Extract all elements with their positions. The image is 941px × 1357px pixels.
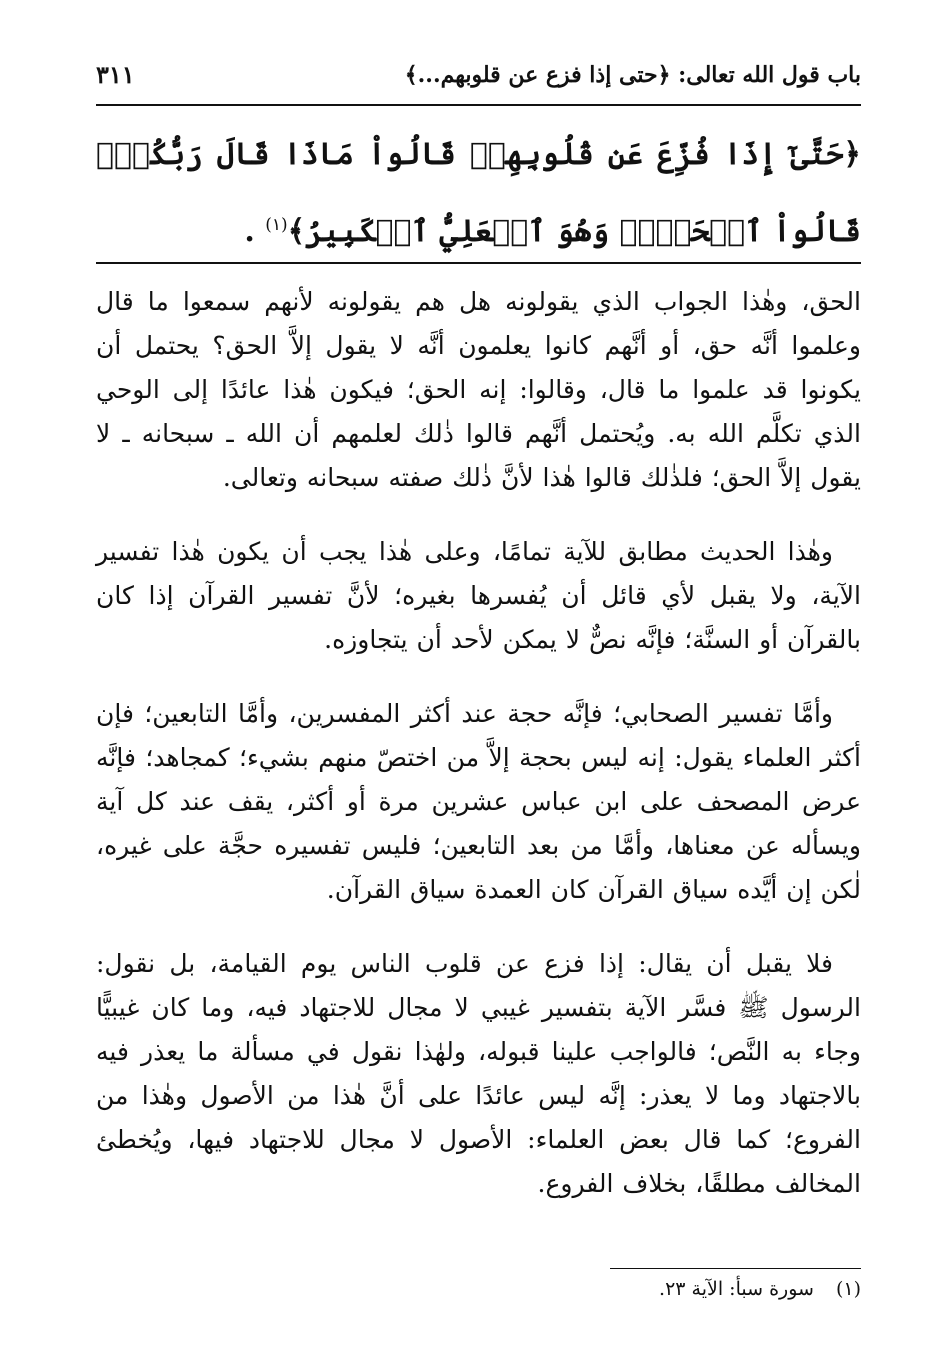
paragraph-2: وهٰذا الحديث مطابق للآية تمامًا، وعلى هٰذا يجب أن يكون هٰذا تفسير الآية، ولا يقبل لأي قائل أن يُفسرها بغيره؛ لأنَّ تفسير القرآن إذا كان بالقرآن أو السنَّة؛ فإنَّه نصٌّ لا يمكن لأحد أن يتجاوزه. xyxy=(96,537,861,654)
footnote-divider xyxy=(610,1268,861,1269)
header-divider xyxy=(96,104,861,106)
footnote xyxy=(96,1278,861,1300)
footnote-number: (١) xyxy=(835,1278,861,1300)
paragraph-3: وأمَّا تفسير الصحابي؛ فإنَّه حجة عند أكثر المفسرين، وأمَّا التابعين؛ فإن أكثر العلماء يقول: إنه ليس بحجة إلاَّ من اختصّ منهم بشيء؛ كمجاهد؛ فإنَّه عرض المصحف على ابن عباس عشرين مرة أو أكثر، يقف عند كل آية ويسأله عن معناها، وأمَّا من بعد التابعين؛ فليس تفسيره حجَّة على غيره، لٰكن إن أيَّده سياق القرآن كان العمدة سياق القرآن. xyxy=(96,699,861,904)
footnote-text: سورة سبأ: الآية ٢٣. xyxy=(659,1278,814,1300)
verse-trailing-mark: . xyxy=(244,214,266,249)
verse-text: ﴿حَتَّىٰٓ إِذَا فُزِّعَ عَن قُلُوبِهِمۡ قَالُواْ مَاذَا قَالَ رَبُّكُمۡۖ قَالُواْ ٱلۡحَقَّۖ وَهُوَ ٱلۡعَلِيُّ ٱلۡكَبِيرُ﴾ xyxy=(96,137,861,249)
paragraph-1: الحق، وهٰذا الجواب الذي يقولونه هل هم يقولونه لأنهم سمعوا ما قال وعلموا أنَّه حق، أو أنَّهم كانوا يعلمون أنَّه لا يقول إلاَّ الحق؟ يحتمل أن يكونوا قد علموا ما قال، وقالوا: إنه الحق؛ فيكون هٰذا عائدًا إلى الوحي الذي تكلَّم الله به. ويُحتمل أنَّهم قالوا ذٰلك لعلمهم أن الله ـ سبحانه ـ لا يقول إلاَّ الحق؛ فلذٰلك قالوا هٰذا لأنَّ ذٰلك صفته سبحانه وتعالى. xyxy=(96,287,861,492)
quran-verse xyxy=(96,120,861,267)
chapter-title: باب قول الله تعالى: ﴿حتى إذا فزع عن قلوبهم...﴾ xyxy=(404,62,861,88)
commentary-body xyxy=(96,280,861,1236)
paragraph-4: فلا يقبل أن يقال: إذا فزع عن قلوب الناس يوم القيامة، بل نقول: الرسول ﷺ فسَّر الآية بتفسير غيبي لا مجال للاجتهاد فيه، وما كان غيبيًّا وجاء به النَّص؛ فالواجب علينا قبوله، ولهٰذا نقول في مسألة ما يعذر فيه بالاجتهاد وما لا يعذر: إنَّه ليس عائدًا على أنَّ هٰذا من الأصول وهٰذا من الفروع؛ كما قال بعض العلماء: الأصول لا مجال للاجتهاد فيها، ويُخطئ المخالف مطلقًا، بخلاف الفروع. xyxy=(96,949,861,1198)
verse-divider xyxy=(96,262,861,264)
running-header xyxy=(96,50,861,102)
page-number: ٣١١ xyxy=(96,60,135,89)
footnote-reference: (١) xyxy=(265,215,288,235)
